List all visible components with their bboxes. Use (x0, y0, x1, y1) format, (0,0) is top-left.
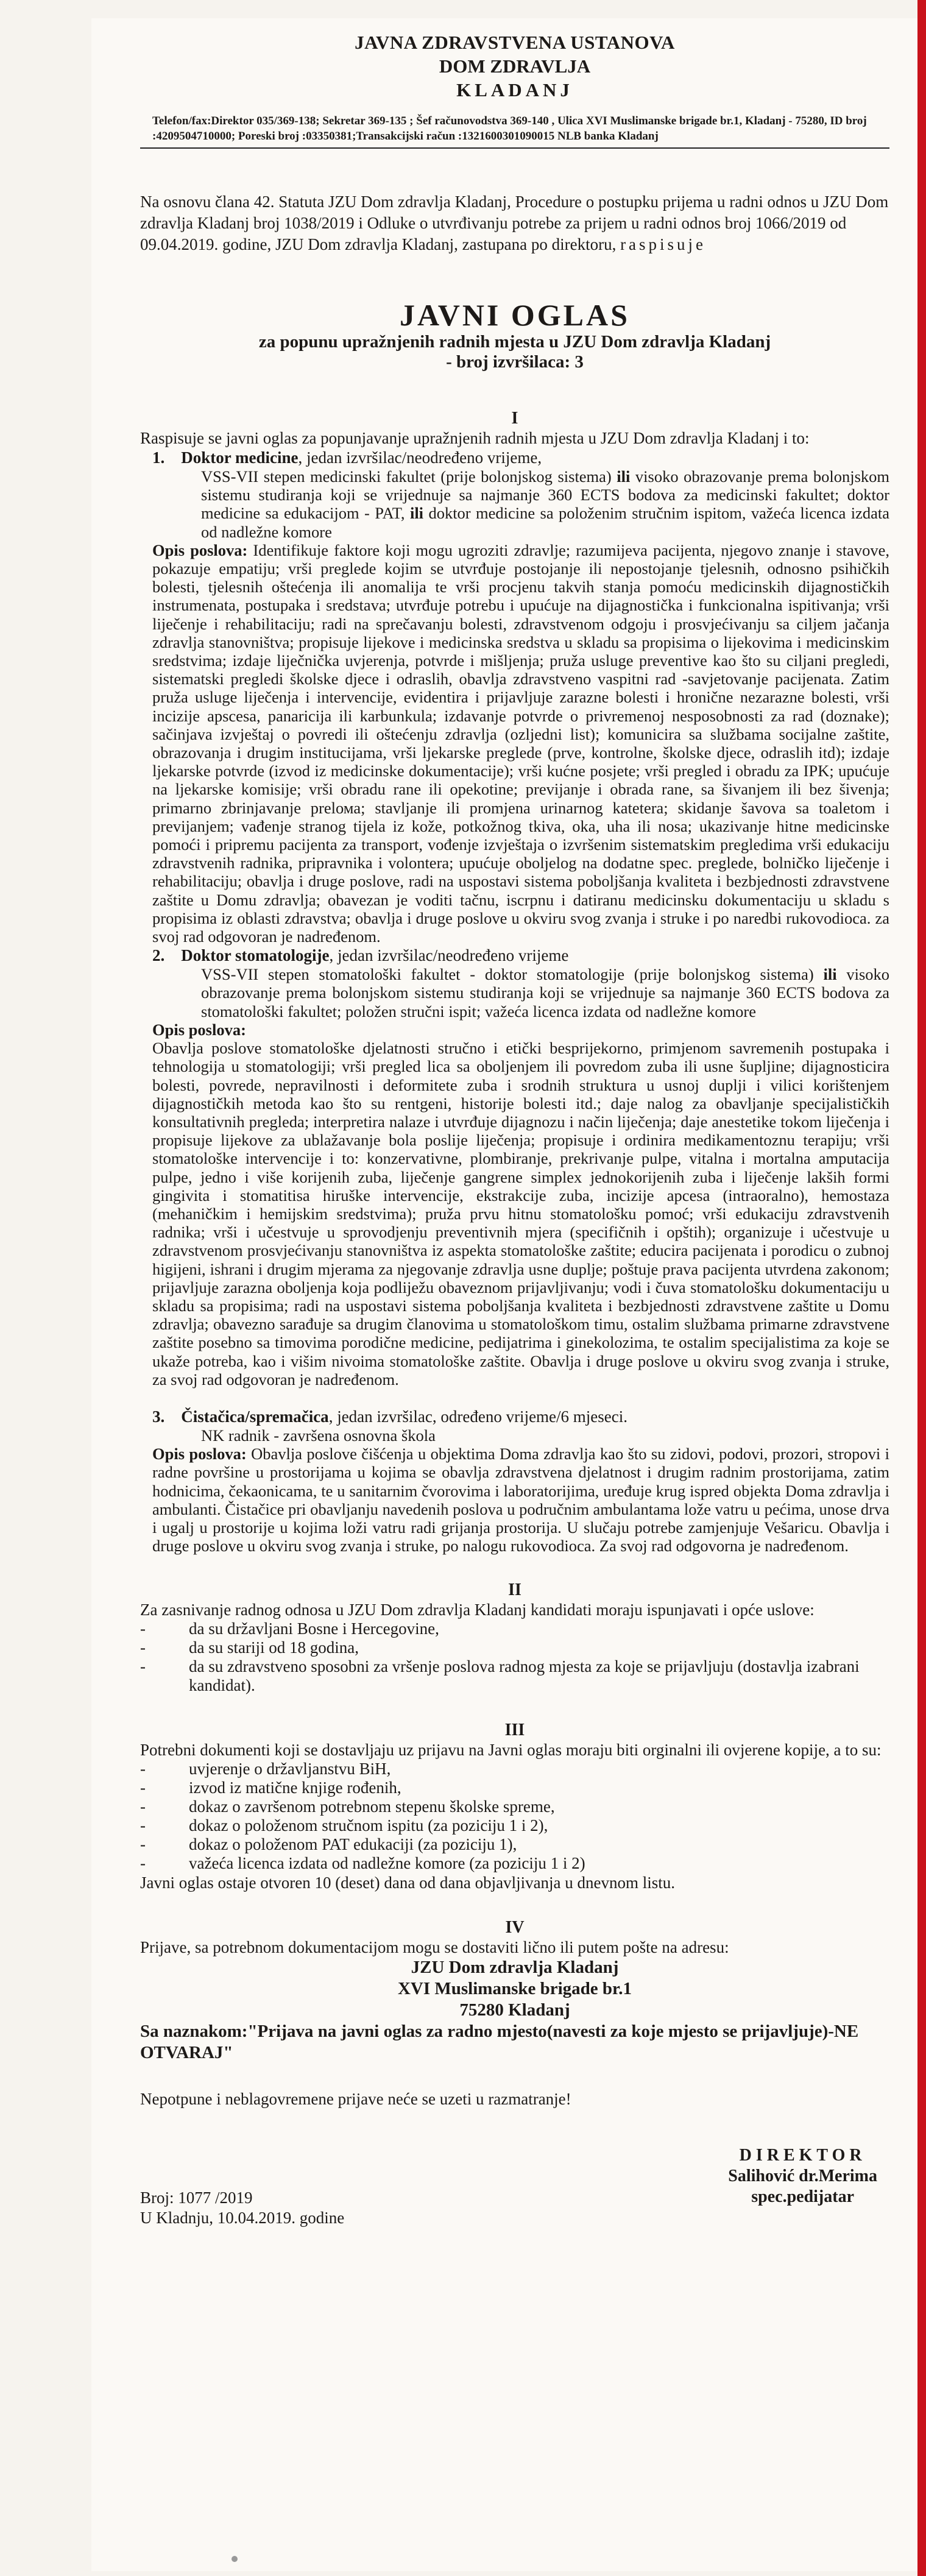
director-role: spec.pedijatar (751, 2187, 855, 2207)
requirement-or: ili (823, 965, 837, 984)
position-number: 3. (152, 1407, 165, 1426)
section-number: III (504, 1721, 525, 1740)
position-2-requirements (140, 965, 889, 1021)
position-name: Čistačica/spremačica (181, 1407, 329, 1426)
general-conditions-list (140, 1619, 889, 1695)
document-footer (140, 2145, 889, 2261)
position-2-duties-label (140, 1021, 889, 1039)
signature-block (728, 2145, 877, 2207)
institution-name: JAVNA ZDRAVSTVENA USTANOVA (355, 32, 675, 53)
list-item: - važeća licenca izdata od nadležne komore (za poziciju 1 i 2) (140, 1854, 889, 1873)
position-3-duties (140, 1445, 889, 1555)
section-number: I (511, 409, 518, 428)
contact-info: Telefon/fax:Direktor 035/369-138; Sekretar 369-135 ; Šef računovodstva 369-140 , Ulica XVI Muslimanske brigade br.1, Kladanj - 75280, ID broj :4209504710000; Poreski broj :03350381;Transakcijski račun :1321600301090015 NLB banka Kladanj (152, 115, 867, 143)
requirement-or: ili (409, 504, 424, 523)
list-item: - dokaz o položenom stručnom ispitu (za poziciju 1 i 2), (140, 1816, 889, 1835)
duties-text: Obavlja poslove čišćenja u objektima Doma zdravlja kao što su zidovi, podovi, prozori, stropovi i radne površine u prostorijama u kojima se obavlja zdravstvena djelatnost i drugim radnim prostorijama, zatim hodnicima, čekaonicama, te u sanitarnim čvorovima i laboratorijima, uređuje krug ispred objekta Doma zdravlja i ambulanti. Čistačice pri obavljanju navedenih poslova u područnim ambulantama lože vatru u pećima, unose drva i ugalj u prostorije u kojima loži vatru radi grijanja prostorija. U slučaju potrebe zamjenjuje Vešaricu. Obavlja i druge poslove u okviru svog zvanja i struke, po nalogu rukovodioca. Za svoj rad odgovorna je nadređenom. (152, 1445, 889, 1555)
section-number: II (508, 1580, 521, 1600)
print-smudge (231, 2556, 238, 2562)
document-page (91, 18, 926, 2571)
position-number: 1. (152, 448, 165, 467)
deadline-text: Javni oglas ostaje otvoren 10 (deset) dana od dana objavljivanja u dnevnom listu. (140, 1874, 676, 1892)
institution-subname: DOM ZDRAVLJA (439, 55, 591, 77)
document-subtitle-count: - broj izvršilaca: 3 (446, 352, 584, 372)
position-name: Doktor medicine (181, 448, 299, 467)
position-3-requirements: NK radnik - završena osnovna škola (201, 1426, 436, 1445)
address-line: 75280 Kladanj (459, 2000, 570, 2020)
requirement-text: visoko obrazovanje prema bolonjskom sistemu studiranja koji se vrijednuje sa najmanje 360 ECTS bodova za stomatološki fakultet; položen stručni ispit; važeća licenca izdata od nadležne komore (201, 965, 890, 1021)
intro-paragraph (140, 191, 889, 255)
address-line: JZU Dom zdravlja Kladanj (411, 1958, 619, 1978)
section-lead: Prijave, sa potrebnom dokumentacijom mogu se dostaviti lično ili putem pošte na adresu: (140, 1938, 729, 1957)
section-lead: Potrebni dokumenti koji se dostavljaju uz prijavu na Javni oglas moraju biti orginalni ili ovjerene kopije, a to su: (140, 1741, 882, 1760)
list-item: - izvod iz matične knjige rođenih, (140, 1778, 889, 1797)
director-name: Salihović dr.Merima (728, 2167, 877, 2186)
position-1-heading (140, 448, 889, 467)
position-detail: , jedan izvršilac/neodređeno vrijeme, (298, 448, 542, 467)
position-1-requirements (140, 467, 889, 541)
address-line: XVI Muslimanske brigade br.1 (397, 1979, 632, 1999)
position-2-duties: Obavlja poslove stomatološke djelatnosti stručno i etički besprijekorno, primjenom savremenih postupaka i tehnologija u stomatologiji; vrši pregled lica sa oboljenjem ili povredom zuba ili usne šupljine; dijagnosticira bolesti, povrede, nepravilnosti i deformitete zuba i srodnih struktura u usnoj duplji i vilici korištenjem dijagnostičkih metoda kao što su rentgeni, historije bolesti itd.; daje nalog za obavljanje specijalističkih konsultativnih pregleda; interpretira nalaze i utvrđuje dijagnozu i način liječenja; daje anestetike tokom liječenja i propisuje lijekove za ublažavanje bola poslije liječenja; propisuje i ordinira medikamentoznu terapiju; vrši stomatološke intervencije i to: konzervativne, plombiranje, prekrivanje pulpe, vitalna i mortalna amputacija pulpe, jedno i više korijenih zuba, liječenje gangrene simplex jednokorijenih zuba i liječenje lakših formi gingivita i stomatitisa hiruške intervencije, ekstrakcije zuba, incizije apcesa (intraoralno), hemostaza (mehaničkim i hemijskim sredstvima); pruža prvu hitnu stomatološku pomoć; vrši edukaciju zdravstvenih radnika; vrši i učestvuje u sprovodjenju preventivnih mjera (specifičnih i opštih); organizuje i učestvuje u zdravstvenom prosvjećivanju stanovništva iz aspekta stomatološke zaštite; educira pacijenata i porodicu o zubnoj higijeni, ishrani i drugim mjerama za njegovanje zdravlja usne duplje; poštuje prava pacijenta utvrdena zakonom; prijavljuje zarazna oboljenja koja podliježu obaveznom prijavljivanju; vodi i čuva stomatološku dokumentaciju u skladu sa propisima; radi na uspostavi sistema poboljšanja kvaliteta i bezbjednosti zdravstvene zaštite u Domu zdravlja; obavezno sarađuje sa drugim članovima u stomatološkom timu, ostalim službama primarne zdravstvene zaštite posebno sa timovima porodične medicine, pedijatrima i ginekolozima, te ostalim specijalistima za koje se ukaže potreba, kao i višim nivoima stomatološke zaštite. Obavlja i druge poslove u okviru svog zvanja i struke, za svoj rad odgovoran je nadređenom. (152, 1039, 889, 1389)
list-item: - da su zdravstveno sposobni za vršenje poslova radnog mjesta za koje se prijavljuju (dostavlja izabrani kandidat). (140, 1657, 889, 1695)
duties-text: Identifikuje faktore koji mogu ugroziti zdravlje; razumijeva pacijenta, njegovo znanje i stavove, pokazuje empatiju; vrši preglede kojim se utvrđuje postojanje ili nepostojanje tjelesnih, odnosno psihičkih bolesti, tjelesnih oštećenja ili anomalija te vrši procjenu takvih stanja pomoću medicinskih dijagnostičkih instrumenata, postupaka i sredstava; utvrđuje potrebu i upućuje na dijagnostička i funkcionalna ispitivanja; vrši liječenje i rehabilitaciju; radi na sprečavanju bolesti, zdravstvenom odgoju i prosvjećivanju sa ciljem jačanja zdravlja stanovništva; propisuje lijekove i medicinska sredstva u skladu sa propisima o lijekovima i medicinskim sredstvima; izdaje liječnička uvjerenja, potvrde i mišljenja; pruža usluge preventive kao što su ciljani pregledi, sistematski pregledi školske djece i odraslih, obavlja zdravstveno vaspitni rad -savjetovanje pacijenata. Zatim pruža usluge liječenja i intervencije, evidentira i prijavljuje zarazne bolesti i hronične nezarazne bolesti, vrši incizije apscesa, panaricija ili karbunkula; izdavanje potvrde o privremenoj nesposobnosti za rad (doznake); sačinjava izvještaj o povredi ili oštećenju zdravlja (ozljedni list); komunicira sa službama socijalne zaštite, obrazovanja i drugim institucijama, vrši ljekarske preglede (prve, kontrolne, školske djece, odraslih itd); izdaje ljekarske potvrde (izvod iz medicinske dokumentacije); vrši kućne posjete; vrši pregled i obradu za IPK; upućuje na ljekarske komisije; vrši obradu rane ili opekotine; previjanje i obrada rane, sa šivanjem ili bez šivenja; primarno zbrinjavanje prelома; stavljanje ili promjena urinarnog katetera; skidanje šavova sa toaletom i previjanjem; vađenje stranog tijela iz kože, potkožnog tkiva, oka, uha ili nosa; ukazivanje hitne medicinske pomoći i pripremu pacijenta za transport, vođenje izvještaja o izvršenim sistematskim pregledima vrši edukaciju zdravstvenih radnika, pripravnika i volontera; upućuje oboljelog na dodatne spec. preglede, bolničko liječenje i rehabilitaciju; obavlja i druge poslove, radi na uspostavi sistema poboljšanja kvaliteta i bezbjednosti zdravstvene zaštite u Domu zdravlja; obavezan je voditi tačnu, iscrpnu i datiranu medicinsku dokumentaciju u skladu s propisima iz oblasti zdravstva; obavlja i druge poslove u okviru svog zvanja i struke i po naredbi rukovodioca. za svoj rad odgovoran je nadređenom. (152, 540, 890, 946)
position-name: Doktor stomatologije (181, 946, 330, 965)
required-documents-list (140, 1760, 889, 1873)
intro-text: Na osnovu člana 42. Statuta JZU Dom zdravlja Kladanj, Procedure o postupku prijema u radni odnos u JZU Dom zdravlja Kladanj broj 1038/2019 i Odluke o utvrđivanju potrebe za prijem u radni odnos broj 1066/2019 od 09.04.2019. godine, JZU Dom zdravlja Kladanj, zastupana po direktoru, (140, 193, 889, 253)
duties-label: Opis poslova: (152, 1445, 247, 1463)
requirement-or: ili (617, 467, 631, 486)
document-subtitle: za popunu upražnjenih radnih mjesta u JZU Dom zdravlja Kladanj (258, 332, 771, 352)
list-item: - dokaz o završenom potrebnom stepenu školske spreme, (140, 1797, 889, 1816)
duties-label: Opis poslova: (152, 540, 248, 559)
envelope-notice: Sa naznakom:"Prijava na javni oglas za radno mjesto(navesti za koje mjesto se prijavljuje)-NE OTVARAJ" (140, 2022, 859, 2063)
institution-city: KLADANJ (456, 79, 573, 101)
position-3-heading (140, 1407, 889, 1426)
reference-block (140, 2188, 344, 2228)
requirement-text: visoko obrazovanje prema bolonjskom sistemu studiranja koji se vrijednuje sa najmanje 360 ECTS bodova za medicinski fakultet; doktor medicine sa edukacijom - PAT, (201, 467, 890, 523)
list-item: - dokaz o položenom PAT edukaciji (za poziciju 1), (140, 1835, 889, 1854)
director-title: DIREKTOR (739, 2146, 866, 2165)
position-detail: , jedan izvršilac, određeno vrijeme/6 mjeseci. (328, 1407, 627, 1426)
document-title: JAVNI OGLAS (400, 298, 630, 332)
header-rule (140, 147, 889, 149)
position-number: 2. (152, 946, 165, 965)
list-item: - da su državljani Bosne i Hercegovine, (140, 1619, 889, 1638)
place-date: U Kladnju, 10.04.2019. godine (140, 2209, 345, 2227)
section-lead: Za zasnivanje radnog odnosa u JZU Dom zdravlja Kladanj kandidati moraju ispunjavati i opće uslove: (140, 1601, 815, 1619)
position-detail: , jedan izvršilac/neodređeno vrijeme (329, 946, 569, 965)
duties-label: Opis poslova: (152, 1020, 246, 1039)
letterhead (140, 18, 889, 149)
requirement-text: VSS-VII stepen stomatološki fakultet - doktor stomatologije (prije bolonjskog sistema) (201, 965, 814, 984)
reference-number: Broj: 1077 /2019 (140, 2189, 253, 2207)
section-number: IV (505, 1918, 525, 1937)
requirement-text: VSS-VII stepen medicinski fakultet (prije bolonjskog sistema) (201, 467, 612, 486)
position-2-heading (140, 946, 889, 965)
intro-raspisuje: raspisuje (620, 235, 707, 253)
position-1-duties (140, 541, 889, 946)
margin-red-line (917, 0, 926, 2576)
warning-text: Nepotpune i neblagovremene prijave neće se uzeti u razmatranje! (140, 2090, 571, 2109)
document-content (140, 18, 889, 2261)
list-item: - da su stariji od 18 godina, (140, 1638, 889, 1657)
list-item: - uvjerenje o državljanstvu BiH, (140, 1760, 889, 1778)
requirement-text: doktor medicine sa položenim stručnim ispitom, važeća licenca izdata od nadležne komore (201, 504, 890, 541)
section-lead: Raspisuje se javni oglas za popunjavanje upražnjenih radnih mjesta u JZU Dom zdravlja Kladanj i to: (140, 429, 810, 447)
